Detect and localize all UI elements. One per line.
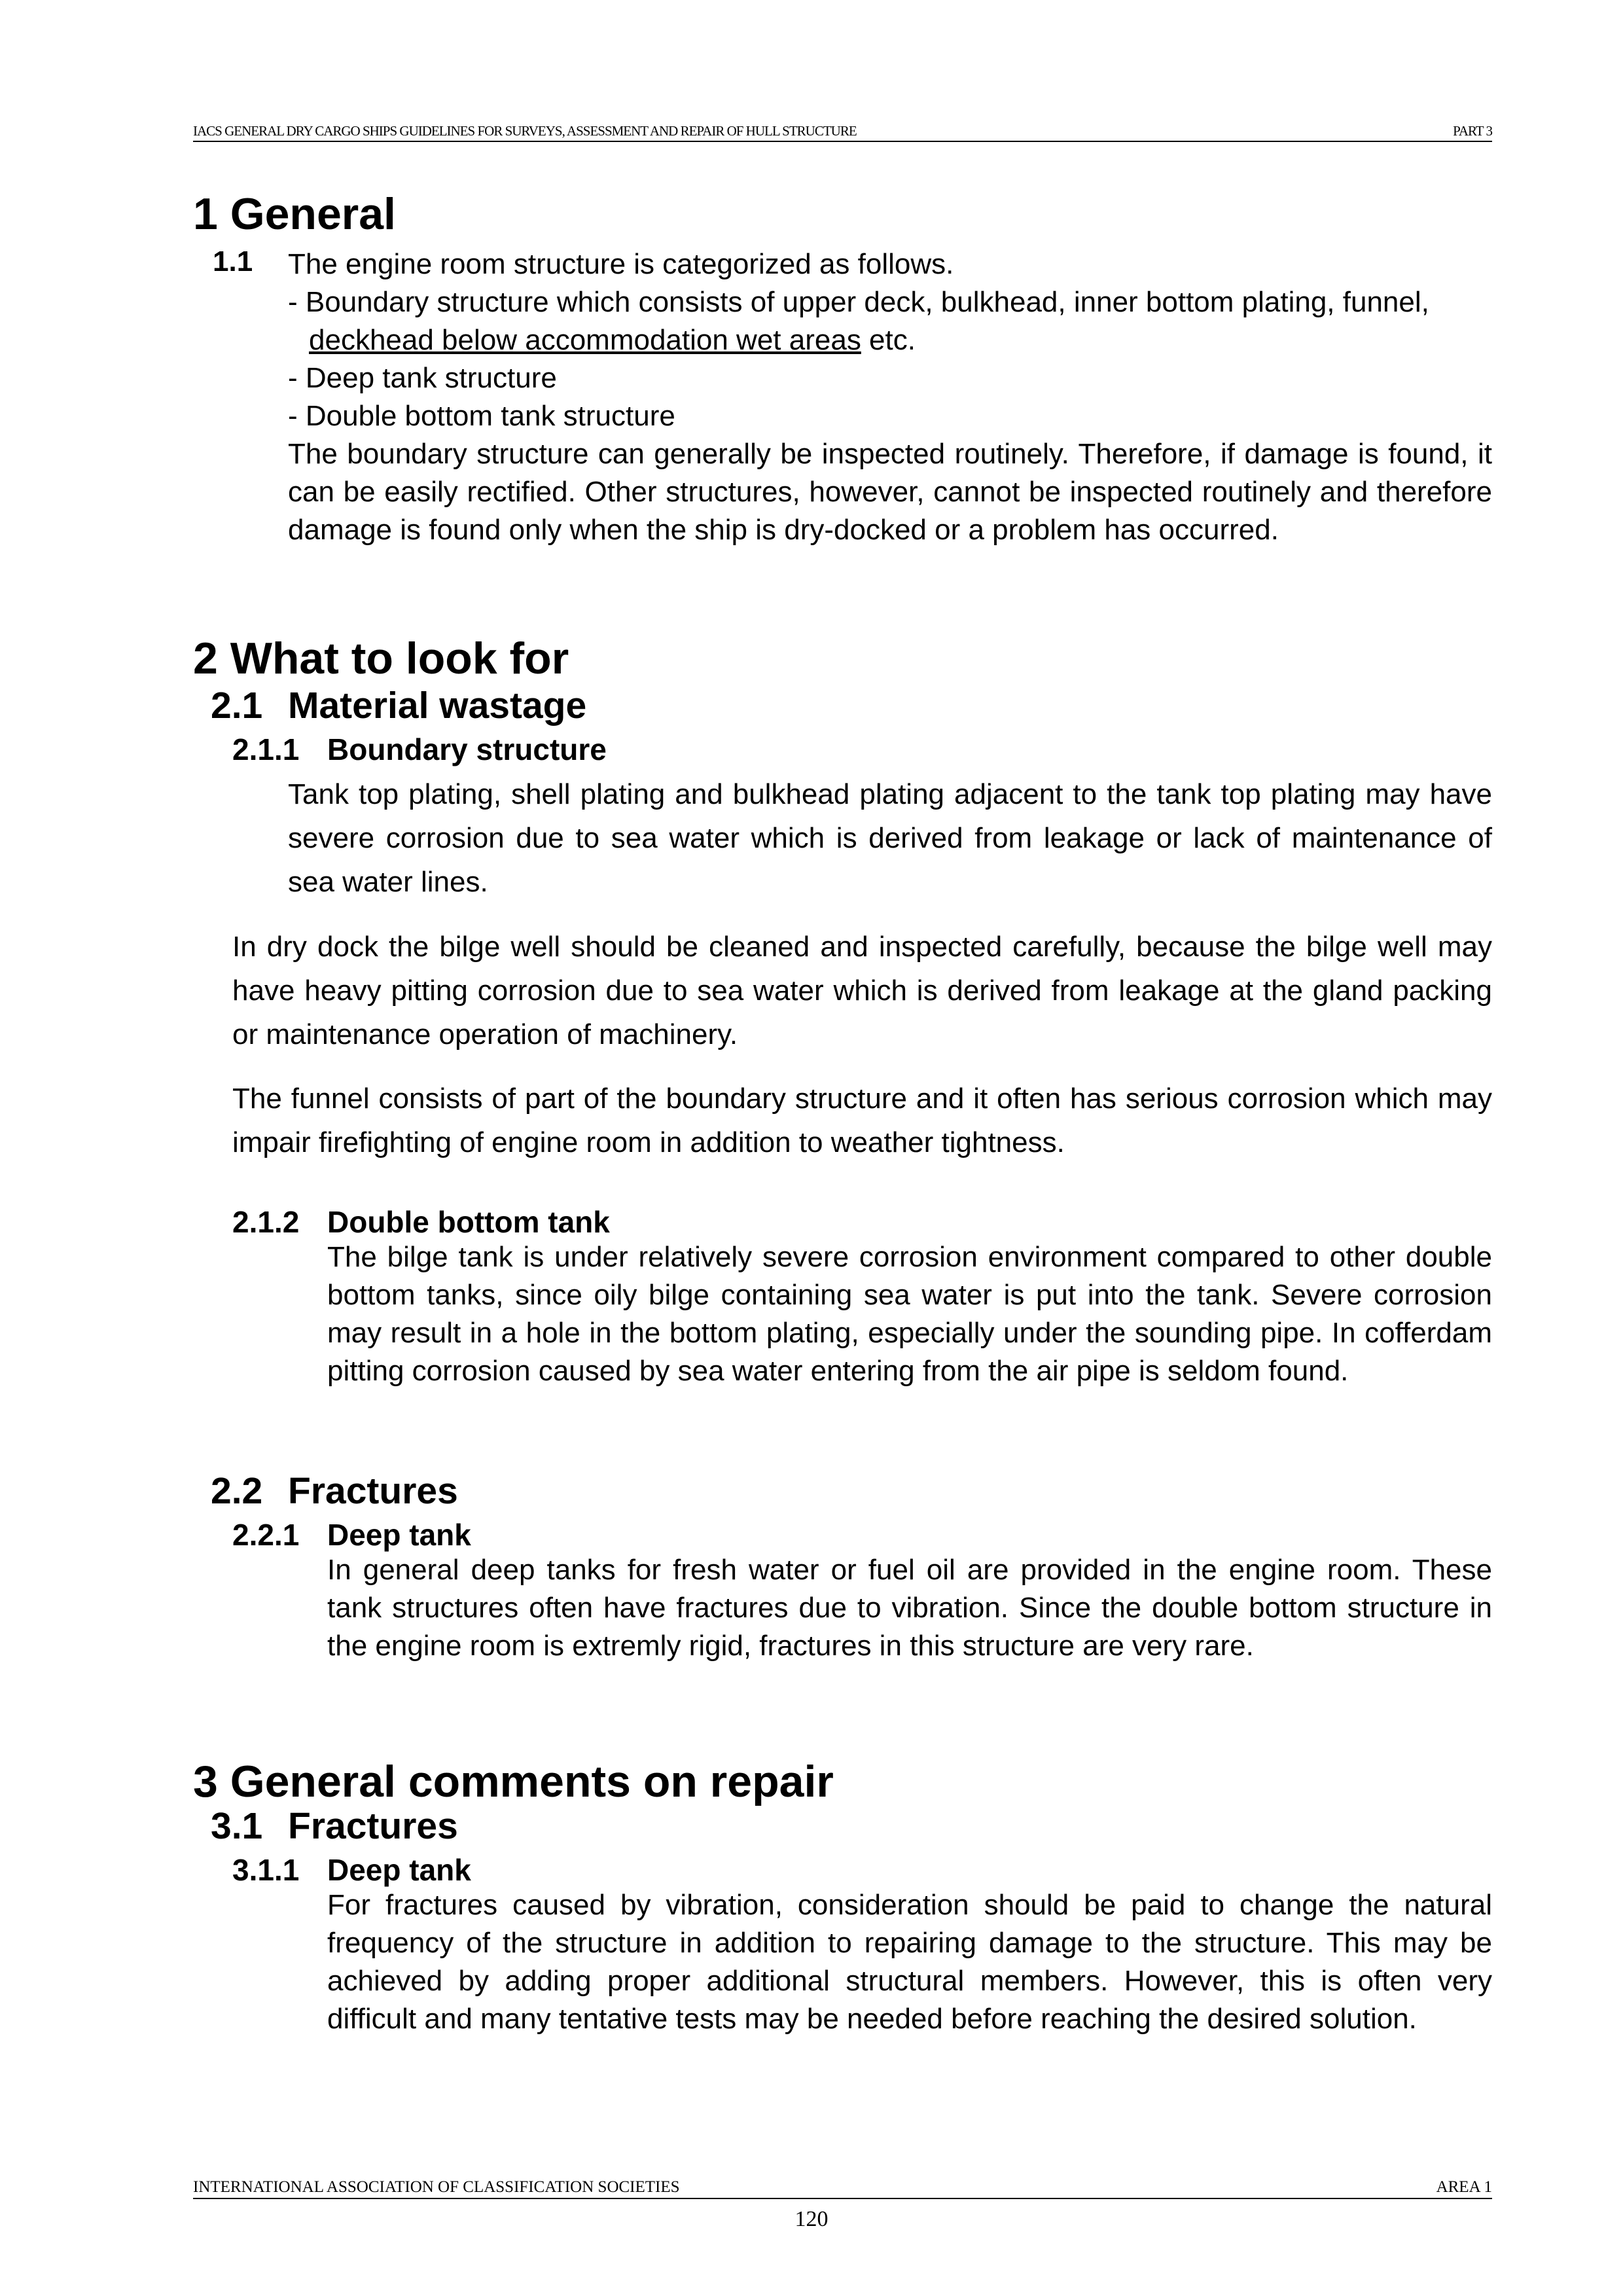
subsection-2-1-number: 2.1	[211, 685, 263, 726]
subsection-2-2-1-number: 2.2.1	[232, 1518, 300, 1552]
para-2-1-2: The bilge tank is under relatively severe corrosion environment compared to other double bottom tanks, since oily bilge containing sea water is put into the tank. Severe corrosion may result in a hole in the bottom plating, especially under the sounding pipe. In cofferdam pitting corrosion caused by sea water entering from the air pipe is seldom found.	[327, 1241, 1492, 1387]
underlined-text: deckhead below accommodation wet areas	[309, 324, 861, 356]
subsection-2-1-2-title: Double bottom tank	[327, 1205, 610, 1239]
header-part: PART 3	[1453, 123, 1492, 139]
subsection-3-1-1-title: Deep tank	[327, 1853, 471, 1887]
subsection-2-1-1-heading	[232, 734, 607, 764]
subsection-2-2-heading	[211, 1470, 458, 1512]
para-1-1-closing: The boundary structure can generally be inspected routinely. Therefore, if damage is found, it can be easily rectified. Other structures, however, cannot be inspected routinely and therefore damage is found only when the ship is dry-docked or a problem has occurred.	[288, 438, 1492, 546]
section-1-heading: 1 General	[193, 189, 396, 239]
subsection-2-2-title: Fractures	[288, 1470, 458, 1512]
subsection-3-1-title: Fractures	[288, 1805, 458, 1847]
list-item-boundary: - Boundary structure which consists of upper deck, bulkhead, inner bottom plating, funnel,	[288, 286, 1429, 318]
subsection-2-1-1-title: Boundary structure	[327, 732, 607, 766]
subsection-3-1-heading	[211, 1805, 458, 1847]
para-2-2-1: In general deep tanks for fresh water or fuel oil are provided in the engine room. These tank structures often have fractures due to vibration. Since the double bottom structure in the engine room is extremly rigid, fractures in this structure are very rare.	[327, 1554, 1492, 1662]
subsection-3-1-number: 3.1	[211, 1805, 263, 1847]
subsection-2-1-1-number: 2.1.1	[232, 732, 300, 766]
page-number: 120	[794, 2207, 829, 2231]
para-3-1-1: For fractures caused by vibration, consideration should be paid to change the natural frequency of the structure in addition to repairing damage to the structure. This may be achieved by adding proper additional structural members. However, this is often very difficult and many tentative tests may be needed before reaching the desired solution.	[327, 1889, 1492, 2035]
subsection-3-1-1-number: 3.1.1	[232, 1853, 300, 1887]
subsection-2-1-2-heading	[232, 1207, 610, 1237]
subsection-2-1-2-number: 2.1.2	[232, 1205, 300, 1239]
running-footer	[193, 2178, 1492, 2199]
subsection-2-2-1-title: Deep tank	[327, 1518, 471, 1552]
list-item-double-bottom: - Double bottom tank structure	[288, 400, 675, 432]
section-3-heading: 3 General comments on repair	[193, 1757, 834, 1806]
subsection-2-1-heading	[211, 687, 586, 725]
section-2-heading: 2 What to look for	[193, 634, 569, 683]
subsection-3-1-1-heading	[232, 1855, 471, 1885]
running-header	[193, 123, 1492, 142]
para-1-1-number: 1.1	[213, 245, 253, 278]
header-title: IACS GENERAL DRY CARGO SHIPS GUIDELINES FOR SURVEYS, ASSESSMENT AND REPAIR OF HULL STRUCTURE	[193, 123, 857, 139]
subsection-2-2-number: 2.2	[211, 1470, 263, 1512]
para-1-1	[288, 245, 1492, 549]
footer-org: INTERNATIONAL ASSOCIATION OF CLASSIFICATION SOCIETIES	[193, 2178, 680, 2196]
para-2-1-1-a: Tank top plating, shell plating and bulkhead plating adjacent to the tank top plating may have severe corrosion due to sea water which is derived from leakage or lack of maintenance of sea water lines.	[288, 778, 1492, 898]
para-1-1-intro: The engine room structure is categorized as follows.	[288, 248, 954, 280]
list-item-boundary-cont	[288, 321, 1492, 359]
subsection-2-2-1-heading	[232, 1520, 471, 1550]
footer-area: AREA 1	[1436, 2178, 1492, 2196]
para-2-1-1-c: The funnel consists of part of the boundary structure and it often has serious corrosion which may impair firefighting of engine room in addition to weather tightness.	[232, 1083, 1492, 1158]
list-item-deep-tank: - Deep tank structure	[288, 362, 557, 394]
list-item-boundary-tail: etc.	[861, 324, 916, 356]
para-2-1-1-b: In dry dock the bilge well should be cleaned and inspected carefully, because the bilge well may have heavy pitting corrosion due to sea water which is derived from leakage at the gland packing or maintenance operation of machinery.	[232, 931, 1492, 1050]
subsection-2-1-title: Material wastage	[288, 685, 587, 726]
